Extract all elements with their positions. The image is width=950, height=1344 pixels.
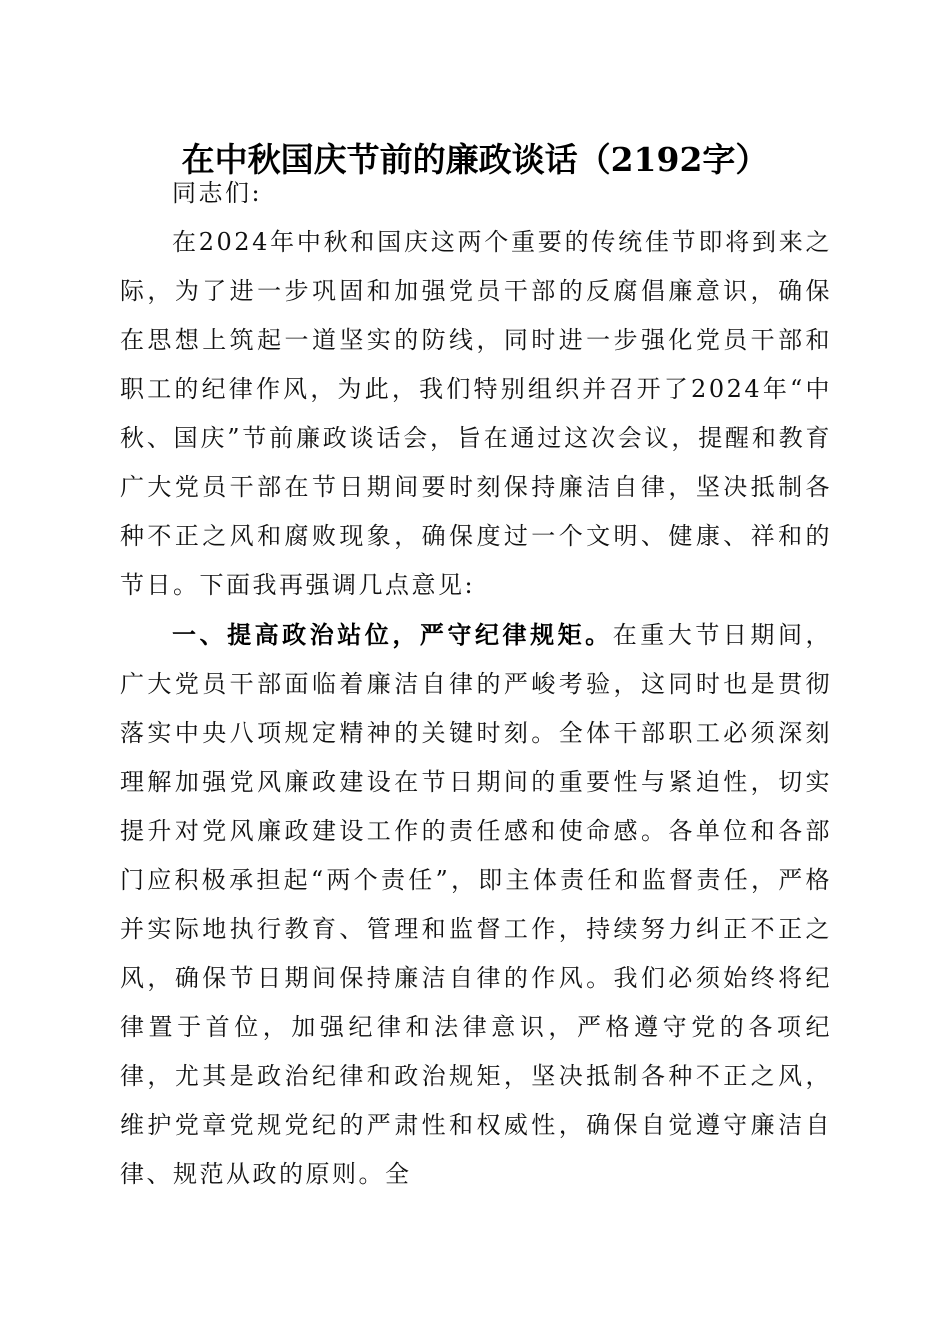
section-1-text: 在重大节日期间，广大党员干部面临着廉洁自律的严峻考验，这同时也是贯彻落实中央八项规定精神的关键时刻。全体干部职工必须深刻理解加强党风廉政建设在节日期间的重要性与紧迫性，切实提升对党风廉政建设工作的责任感和使命感。各单位和各部门应积极承担起“两个责任”，即主体责任和监督责任，严格并实际地执行教育、管理和监督工作，持续努力纠正不正之风，确保节日期间保持廉洁自律的作风。我们必须始终将纪律置于首位，加强纪律和法律意识，严格遵守党的各项纪律，尤其是政治纪律和政治规矩，坚决抵制各种不正之风，维护党章党规党纪的严肃性和权威性，确保自觉遵守廉洁自律、规范从政的原则。全 [120, 621, 833, 1188]
section-1-heading: 一、提高政治站位，严守纪律规矩。 [172, 620, 613, 649]
salutation: 同志们: [172, 179, 263, 207]
document-body [120, 169, 832, 1199]
intro-paragraph: 在2024年中秋和国庆这两个重要的传统佳节即将到来之际，为了进一步巩固和加强党员干部的反腐倡廉意识，确保在思想上筑起一道坚实的防线，同时进一步强化党员干部和职工的纪律作风，为此，我们特别组织并召开了2024年“中秋、国庆”节前廉政谈话会，旨在通过这次会议，提醒和教育广大党员干部在节日期间要时刻保持廉洁自律，坚决抵制各种不正之风和腐败现象，确保度过一个文明、健康、祥和的节日。下面我再强调几点意见: [120, 228, 832, 599]
section-1-paragraph [120, 610, 832, 1199]
document-title: 在中秋国庆节前的廉政谈话（2192字） [181, 140, 769, 179]
